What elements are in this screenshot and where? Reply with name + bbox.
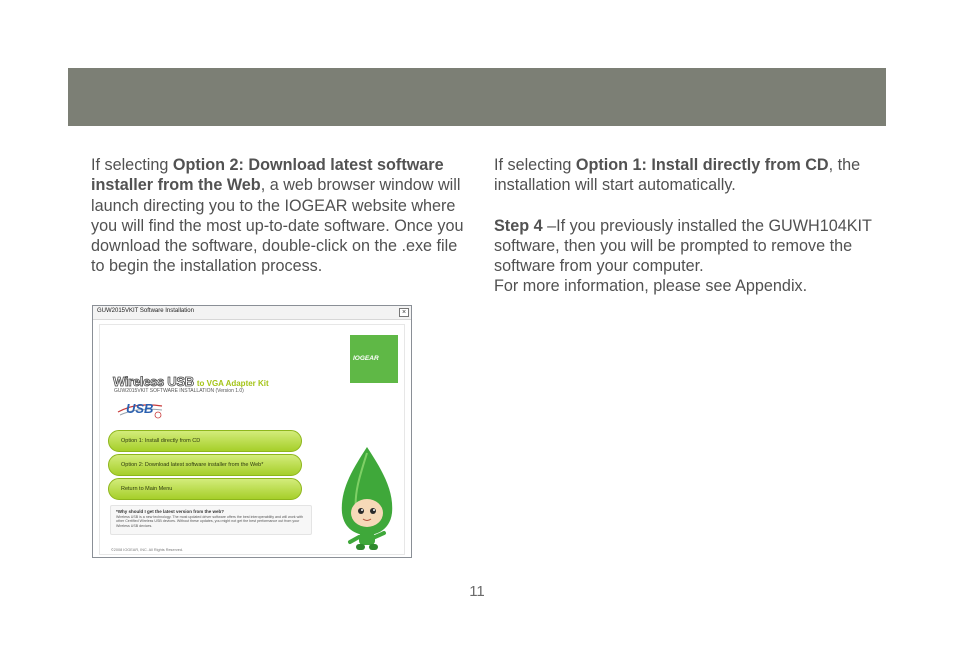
iogear-logo-text: IOGEAR	[353, 355, 379, 362]
return-main-menu-label: Return to Main Menu	[121, 486, 173, 492]
right-column	[494, 155, 874, 297]
install-from-cd-label: Option 1: Install directly from CD	[121, 438, 201, 444]
download-from-web-label: Option 2: Download latest software installer from the Web*	[121, 462, 264, 468]
installer-subtitle: GUW2015VKIT SOFTWARE INSTALLATION (Version 1.0)	[114, 388, 244, 394]
step4-label: Step 4	[494, 216, 543, 235]
certified-usb-logo	[116, 398, 166, 422]
copyright-text: ©2008 IOGEAR, INC. All Rights Reserved.	[111, 548, 184, 552]
window-titlebar	[93, 306, 411, 320]
installer-body	[99, 324, 405, 555]
option1-paragraph	[494, 155, 874, 196]
option1-bold: Option 1: Install directly from CD	[575, 156, 829, 174]
leaf-mascot-icon	[332, 445, 402, 557]
window-title: GUW2015VKIT Software Installation	[97, 308, 194, 314]
usb-logo-text: USB	[126, 401, 154, 416]
close-icon[interactable]: ×	[399, 308, 409, 317]
brand-accent: to VGA Adapter Kit	[196, 379, 269, 388]
option2-text: , a web browser window will launch directing you to the IOGEAR website where you will find the most up-to-date software. Once you download the software, double-click on the .exe file to begin the installation process.	[91, 176, 464, 276]
info-answer: Wireless USB is a new technology. The most updated driver software offers the best interoperability and will work with other Certified Wireless USB devices. Without these updates, you might not get the best performance out from your Wireless USB devices.	[116, 515, 303, 528]
brand-main: Wireless USB	[113, 374, 194, 389]
step4-text: –If you previously installed the GUWH104KIT software, then you will be prompted to remove the software from your computer.	[494, 216, 872, 276]
option2-paragraph	[91, 155, 466, 277]
step4-paragraph	[494, 216, 874, 277]
page-number: 11	[469, 583, 485, 600]
option1-prefix: If selecting	[494, 156, 576, 174]
download-from-web-button[interactable]	[108, 454, 302, 476]
option2-prefix: If selecting	[91, 156, 173, 174]
option1-text: , the installation will start automatically.	[494, 156, 861, 195]
info-question: *Why should I get the latest version from the web?	[116, 509, 225, 514]
iogear-logo	[350, 335, 398, 383]
installer-window-screenshot	[92, 305, 412, 558]
info-box	[110, 505, 312, 535]
appendix-note: For more information, please see Appendix.	[494, 277, 808, 296]
header-band	[68, 68, 886, 126]
option2-bold: Option 2: Download latest software installer from the Web	[91, 156, 444, 195]
install-from-cd-button[interactable]	[108, 430, 302, 452]
return-main-menu-button[interactable]	[108, 478, 302, 500]
left-column	[91, 155, 466, 277]
